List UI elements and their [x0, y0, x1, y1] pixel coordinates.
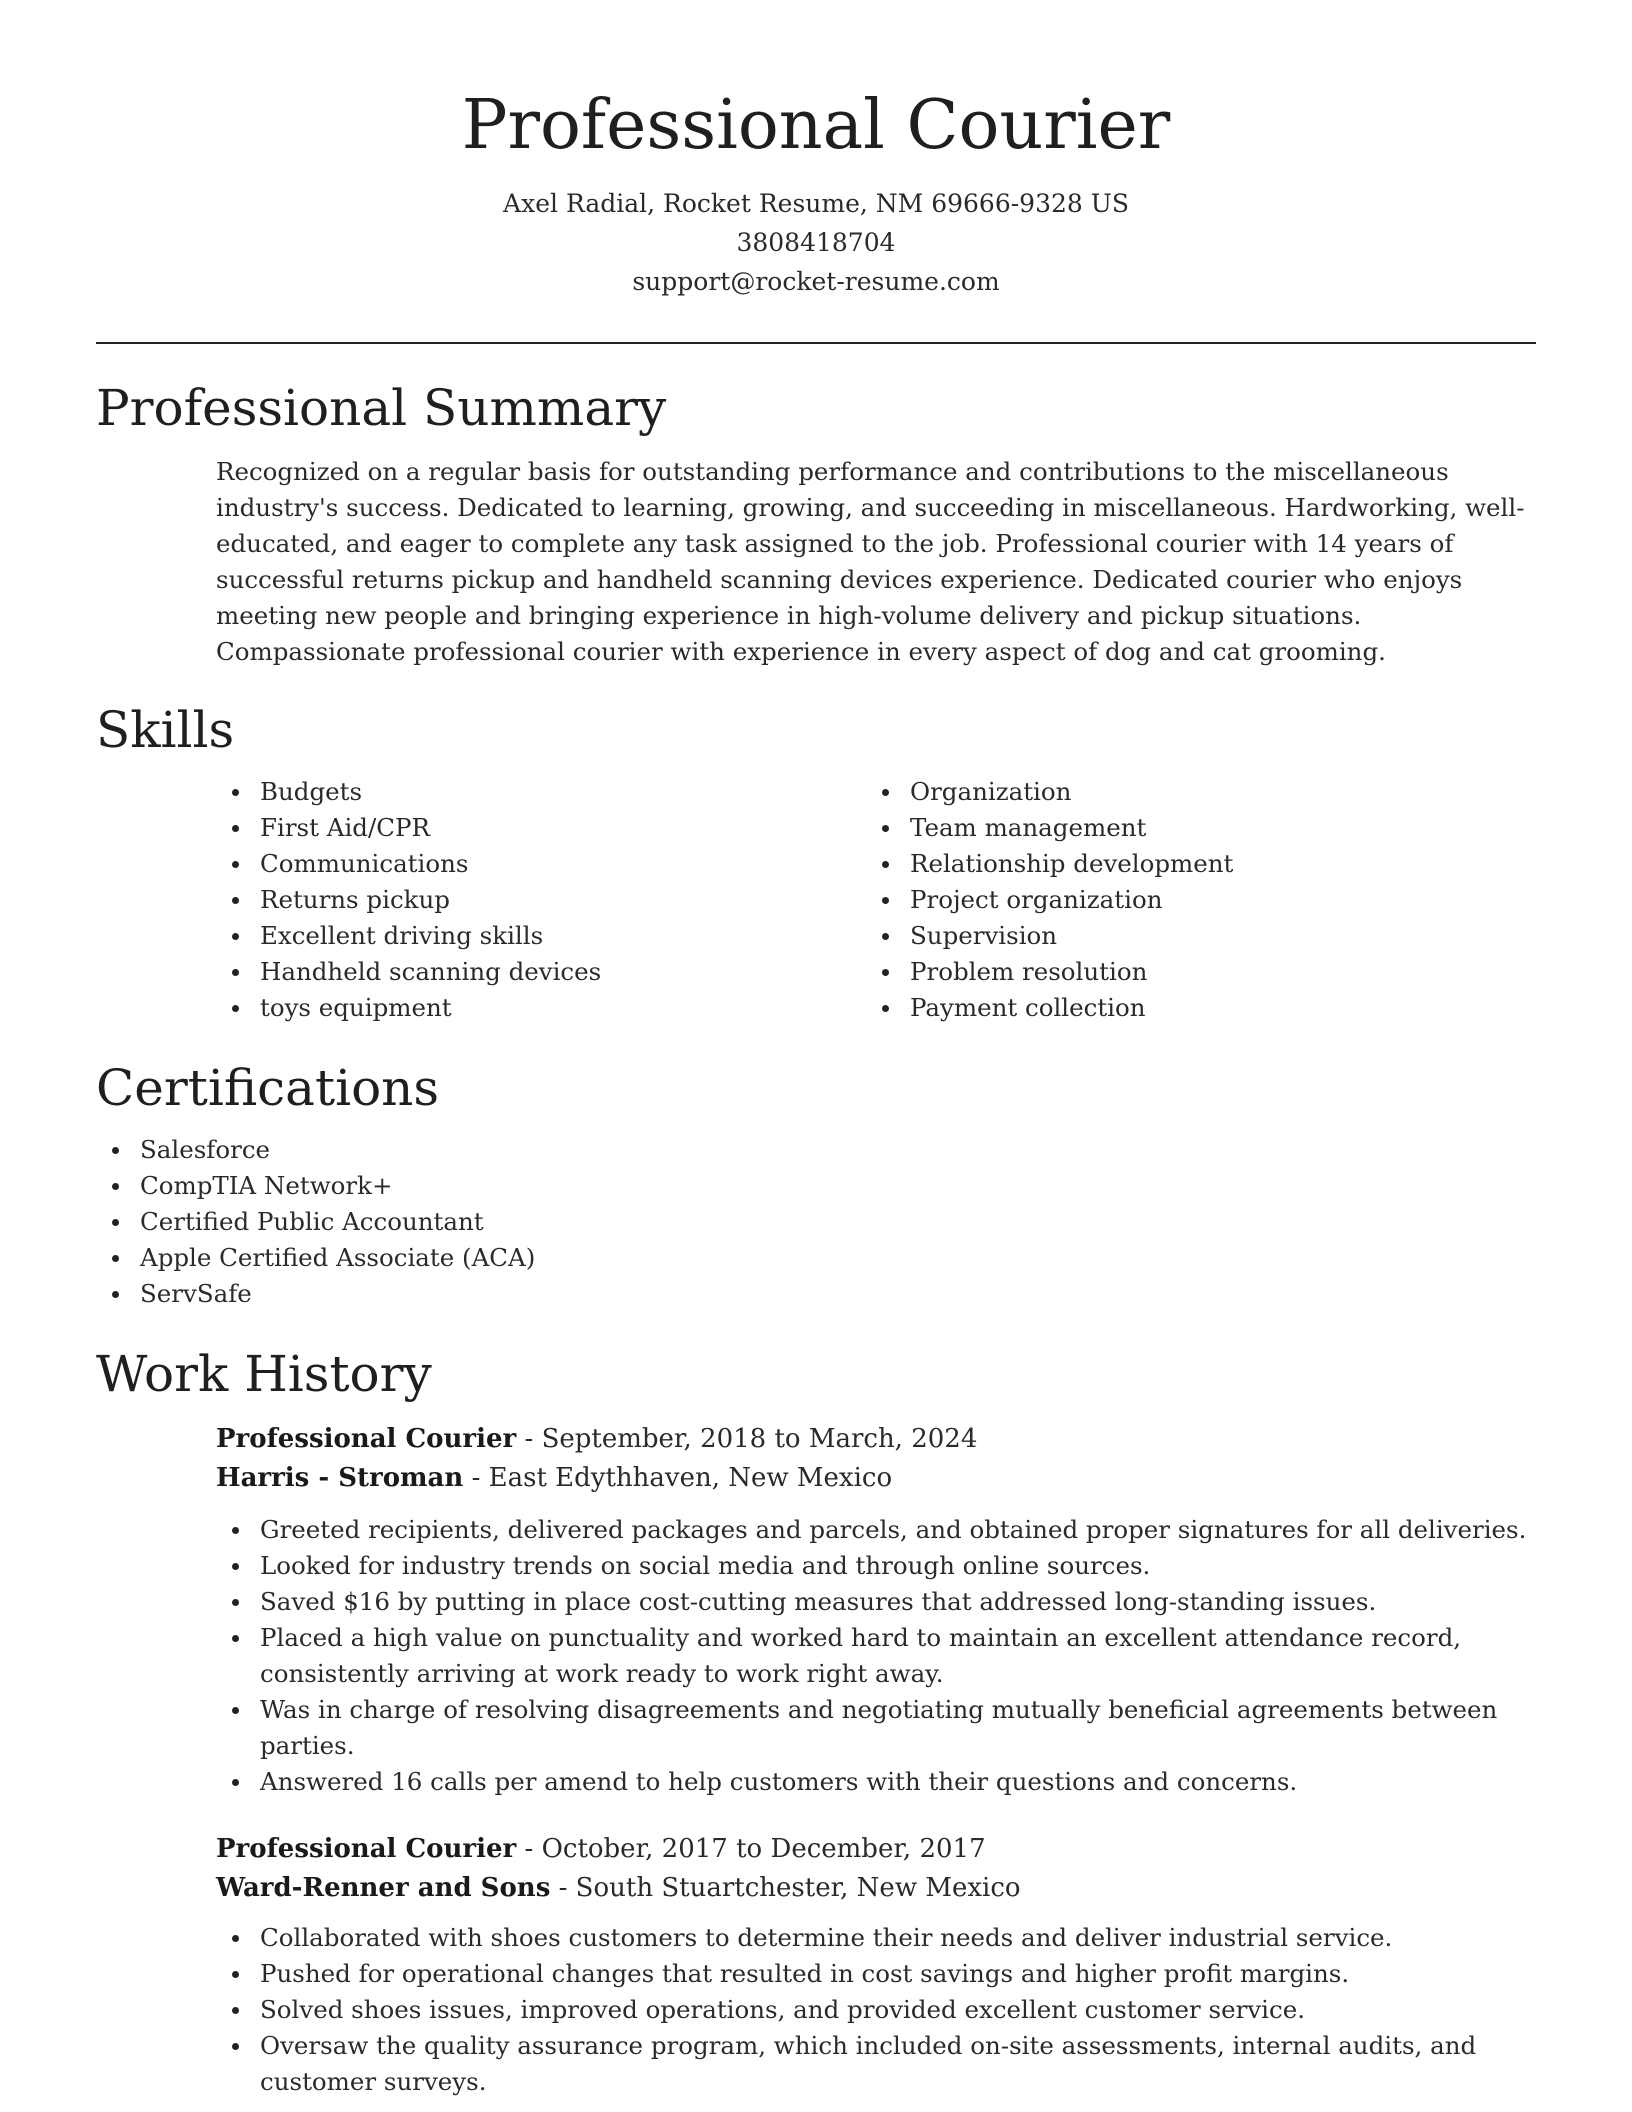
list-item: Was in charge of resolving disagreements and negotiating mutually beneficial agreements between parties. — [216, 1692, 1536, 1764]
skills-list-left — [216, 774, 866, 1026]
list-item: Returns pickup — [216, 882, 866, 918]
list-item: First Aid/CPR — [216, 810, 866, 846]
list-item: Relationship development — [866, 846, 1516, 882]
list-item: Problem resolution — [866, 954, 1516, 990]
list-item: Budgets — [216, 774, 866, 810]
list-item: Answered 16 calls per amend to help customers with their questions and concerns. — [216, 1764, 1536, 1800]
list-item: Communications — [216, 846, 866, 882]
list-item: Supervision — [866, 918, 1516, 954]
section-title-work-history: Work History — [96, 1345, 432, 1403]
job-bullets — [216, 1920, 1536, 2100]
job-role: Professional Courier — [216, 1424, 517, 1454]
address: Axel Radial, Rocket Resume, NM 69666-9328 US — [503, 189, 1129, 218]
candidate-name: Professional Courier — [461, 86, 1171, 165]
section-title-skills: Skills — [96, 701, 235, 759]
job-role: Professional Courier — [216, 1834, 517, 1864]
job-title-line — [216, 1830, 1536, 1869]
phone-number: 3808418704 — [736, 228, 896, 257]
list-item: Handheld scanning devices — [216, 954, 866, 990]
certifications-section — [96, 1058, 1536, 1312]
list-item: Certified Public Accountant — [96, 1204, 1536, 1240]
list-item: Salesforce — [96, 1132, 1536, 1168]
list-item: Saved $16 by putting in place cost-cutting measures that addressed long-standing issues. — [216, 1584, 1536, 1620]
list-item: Oversaw the quality assurance program, which included on-site assessments, internal audits, and customer surveys. — [216, 2028, 1536, 2100]
job-title-line — [216, 1420, 1536, 1459]
certifications-list — [96, 1132, 1536, 1312]
list-item: Looked for industry trends on social media and through online sources. — [216, 1548, 1536, 1584]
resume-header — [0, 0, 1632, 301]
job-location: - East Edythhaven, New Mexico — [463, 1463, 893, 1493]
list-item: Collaborated with shoes customers to determine their needs and deliver industrial service. — [216, 1920, 1536, 1956]
skills-list-right — [866, 774, 1516, 1026]
list-item: CompTIA Network+ — [96, 1168, 1536, 1204]
job-dates: - October, 2017 to December, 2017 — [516, 1834, 986, 1864]
contact-info — [0, 184, 1632, 301]
list-item: Solved shoes issues, improved operations, and provided excellent customer service. — [216, 1992, 1536, 2028]
list-item: Payment collection — [866, 990, 1516, 1026]
list-item: Pushed for operational changes that resulted in cost savings and higher profit margins. — [216, 1956, 1536, 1992]
job-company: Harris - Stroman — [216, 1463, 464, 1493]
job-location: - South Stuartchester, New Mexico — [550, 1873, 1021, 1903]
skills-section — [96, 700, 1536, 1026]
job-bullets — [216, 1512, 1536, 1800]
header-divider — [96, 342, 1536, 344]
job-company-line — [216, 1459, 1536, 1498]
list-item: ServSafe — [96, 1276, 1536, 1312]
work-history-section — [96, 1344, 1536, 2100]
job-company: Ward-Renner and Sons — [216, 1873, 551, 1903]
job-entry — [216, 1830, 1536, 2100]
section-title-summary: Professional Summary — [96, 379, 667, 437]
skills-columns — [216, 774, 1536, 1026]
list-item: Project organization — [866, 882, 1516, 918]
job-company-line — [216, 1869, 1536, 1908]
list-item: Team management — [866, 810, 1516, 846]
list-item: Organization — [866, 774, 1516, 810]
list-item: Excellent driving skills — [216, 918, 866, 954]
summary-text: Recognized on a regular basis for outstanding performance and contributions to the miscellaneous industry's success. Dedicated to learning, growing, and succeeding in miscellaneous. Hardworking, well-educated, and eager to complete any task assigned to the job. Professional courier with 14 years of successful returns pickup and handheld scanning devices experience. Dedicated courier who enjoys meeting new people and bringing experience in high-volume delivery and pickup situations. Compassionate professional courier with experience in every aspect of dog and cat grooming. — [216, 457, 1525, 666]
list-item: toys equipment — [216, 990, 866, 1026]
summary-section — [96, 378, 1536, 670]
list-item: Greeted recipients, delivered packages and parcels, and obtained proper signatures for all deliveries. — [216, 1512, 1536, 1548]
job-entry — [216, 1420, 1536, 1800]
email-address: support@rocket-resume.com — [632, 267, 1000, 296]
section-title-certifications: Certifications — [96, 1059, 440, 1117]
list-item: Apple Certified Associate (ACA) — [96, 1240, 1536, 1276]
list-item: Placed a high value on punctuality and worked hard to maintain an excellent attendance record, consistently arriving at work ready to work right away. — [216, 1620, 1536, 1692]
job-dates: - September, 2018 to March, 2024 — [516, 1424, 978, 1454]
